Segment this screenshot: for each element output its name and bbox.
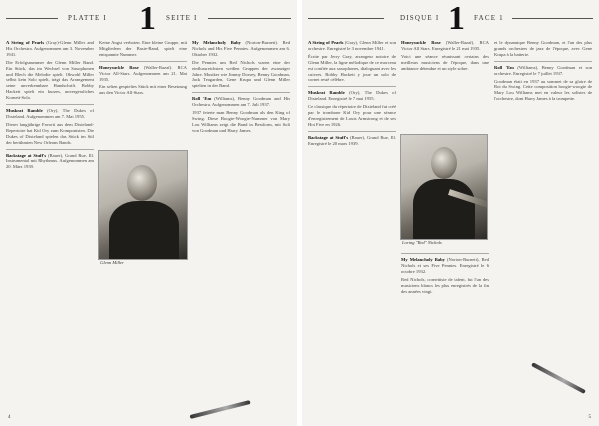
left-column-1	[6, 40, 94, 420]
photo-caption: Glenn Miller	[100, 260, 124, 265]
left-column-3	[192, 40, 290, 420]
track-info: (Bauer), Grand Rue, Ill. Instrumental mit Rhythmus. Aufgenommen am 20. März 1939.	[6, 152, 94, 170]
track-info: (Ory), The Dukes of Dixieland. Aufgenommen am 7. Mai 1955.	[6, 108, 94, 119]
divider	[192, 92, 290, 93]
header-rule	[512, 18, 593, 19]
track-entry	[6, 108, 94, 120]
divider	[6, 149, 94, 150]
right-column-1	[308, 40, 396, 420]
right-page-header	[308, 0, 593, 37]
track-entry	[308, 90, 396, 102]
track-entry	[401, 40, 489, 52]
track-description: Voici une séance réunissant certains des meilleurs musiciens de l'époque, dans une ambiance détendue et un style sobre.	[401, 53, 489, 71]
track-description: Goodman était en 1937 au sommet de sa gloire de Roi du Swing. Cette composition boogie-woogie de Mary Lou Williams met en valeur les solistes de l'orchestre, dont Harry James à la trompette.	[494, 78, 592, 102]
page-number: 5	[588, 415, 591, 420]
divider	[494, 61, 592, 62]
track-entry	[308, 135, 396, 147]
track-entry	[401, 257, 489, 275]
track-title: Muskrat Ramble	[308, 90, 345, 96]
track-description: Keine Angst verboten. Eine kleine Gruppe, mit Mitgliedern der Basie-Band, spielt eine entspannte Nummer.	[99, 40, 187, 57]
divider	[99, 61, 187, 62]
left-page	[0, 0, 297, 426]
track-title: My Melancholy Baby	[401, 257, 445, 262]
track-info: (Bauer), Grand Rue, Ill. Enregistré le 20 mars 1939.	[308, 134, 396, 146]
track-description: Écrite par Jerry Gray, arrangeur notoire de Glenn Miller, la ligne mélodique de ce morceau est confiée aux saxophones, dialoguant avec les cuivres. Bobby Hackett y joue un solo de cornet resté célèbre.	[308, 53, 396, 83]
divider	[308, 86, 396, 87]
portrait-head	[431, 147, 457, 179]
track-description: Die Erfolgsnummer der Glenn Miller Band. Ein Stück, das im Wechsel von Saxophonen und Blech die Melodie spielt. Obwohl Miller selbst kein Solo spielt, trägt das Arrangement seine unverkennbare Handschrift. Bobby Hackett spielt ein kurzes, unvergessliches Kornett-Solo.	[6, 59, 94, 101]
track-title: My Melancholy Baby	[192, 40, 241, 45]
right-column-3	[494, 40, 592, 420]
header-label-disque: DISQUE I	[400, 14, 440, 22]
track-info: (Gray)-Glenn Miller and His Orchestra. Aufgenommen am 3. November 1941.	[6, 40, 94, 57]
track-title: Roll 'Em	[192, 96, 212, 102]
track-entry	[192, 40, 290, 58]
left-column-2-top	[99, 40, 187, 120]
divider	[6, 104, 94, 105]
track-info: (Gray), Glenn Miller et son orchestre. Enregistré le 3 novembre 1941.	[308, 40, 396, 51]
header-label-seite: SEITE I	[166, 14, 198, 22]
track-info: (Williams), Benny Goodman et son orchestre. Enregistré le 7 juillet 1937.	[494, 64, 592, 76]
page-number: 4	[8, 415, 11, 420]
header-side-number: 1	[139, 0, 156, 37]
right-column-2-top	[401, 40, 489, 128]
track-description: Ein selten gespieltes Stück mit einer Besetzung aus den Victor All-Stars.	[99, 84, 187, 96]
track-description: Die Pennies um Red Nichols waren eine der einflussreichsten weißen Gruppen der zwanziger Jahre. Musiker wie Jimmy Dorsey, Benny Goodman, Jack Teagarden, Gene Krupa und Glenn Miller spielten in der Band.	[192, 59, 290, 89]
track-info: (Waller-Razaf), RCA Victor All Stars. Enregistré le 21 mai 1935.	[401, 40, 489, 51]
track-title: Muskrat Ramble	[6, 108, 43, 114]
track-title: Honeysuckle Rose	[99, 64, 139, 70]
track-title: Roll 'Em	[494, 64, 514, 70]
header-rule	[6, 18, 58, 19]
track-entry	[192, 96, 290, 108]
track-description: Dieser langjährige Favorit aus dem Dixieland-Repertoire hat Kid Ory zum Komponisten. Die Dukes of Dixieland spielen das Stück im Stil der berühmten New Orleans Bands.	[6, 121, 94, 145]
header-side-number: 1	[448, 0, 465, 37]
header-rule	[308, 18, 384, 19]
photo-glenn-miller	[98, 150, 188, 260]
track-info: (Waller-Razaf). RCA Victor All-Stars. Aufgenommen am 21. Mai 1935.	[99, 64, 187, 82]
track-description: Red Nichols, cornettiste de talent, fut l'un des musiciens blancs les plus enregistrés de la fin des années vingt.	[401, 276, 489, 294]
track-title: Backstage at Stuff's	[6, 152, 47, 158]
track-info: (Norton-Burnett). Red Nichols and His Five Pennies. Aufgenommen am 6. Oktober 1932.	[192, 40, 290, 57]
header-rule	[208, 18, 291, 19]
track-title: Backstage at Stuff's	[308, 134, 349, 140]
portrait-body	[109, 201, 179, 260]
header-label-face: FACE 1	[474, 14, 504, 22]
track-title: A String of Pearls	[6, 40, 45, 45]
photo-red-nichols	[400, 134, 488, 240]
track-entry	[6, 153, 94, 171]
track-description: et le dynamique Benny Goodman, et l'un des plus grands orchestres de jazz de l'époque, avec Gene Krupa à la batterie.	[494, 40, 592, 57]
portrait-body	[413, 179, 475, 240]
portrait-head	[127, 165, 157, 201]
track-title: Honeysuckle Rose	[401, 40, 441, 45]
track-description: 1937 feierte man Benny Goodman als den King of Swing. Diese Boogie-Woogie-Nummer von Mary Lou Williams zeigt die Band in Bestform, mit Soli von Goodman und Harry James.	[192, 110, 290, 133]
track-info: (Norton-Burnett), Red Nichols et ses Five Pennies. Enregistré le 6 octobre 1932.	[401, 257, 489, 274]
track-entry	[99, 65, 187, 83]
track-entry	[6, 40, 94, 58]
divider	[401, 253, 489, 254]
track-info: (Ory), The Dukes of Dixieland. Enregistré le 7 mai 1955.	[308, 90, 396, 102]
divider	[308, 131, 396, 132]
left-page-header	[6, 0, 291, 37]
right-column-2-bottom	[401, 250, 489, 420]
track-description: Ce classique du répertoire de Dixieland fut créé par le trombone Kid Ory pour une séance d'enregistrement de Louis Armstrong et de ses Hot Five en 1926.	[308, 104, 396, 127]
right-page	[302, 0, 599, 426]
track-entry	[308, 40, 396, 52]
track-info: (Williams), Benny Goodman and His Orchestra. Aufgenommen am 7. Juli 1937.	[192, 96, 290, 108]
photo-caption: Loring "Red" Nichols	[402, 240, 442, 245]
track-title: A String of Pearls	[308, 40, 344, 45]
track-entry	[494, 65, 592, 77]
header-label-platte: PLATTE I	[68, 14, 107, 22]
